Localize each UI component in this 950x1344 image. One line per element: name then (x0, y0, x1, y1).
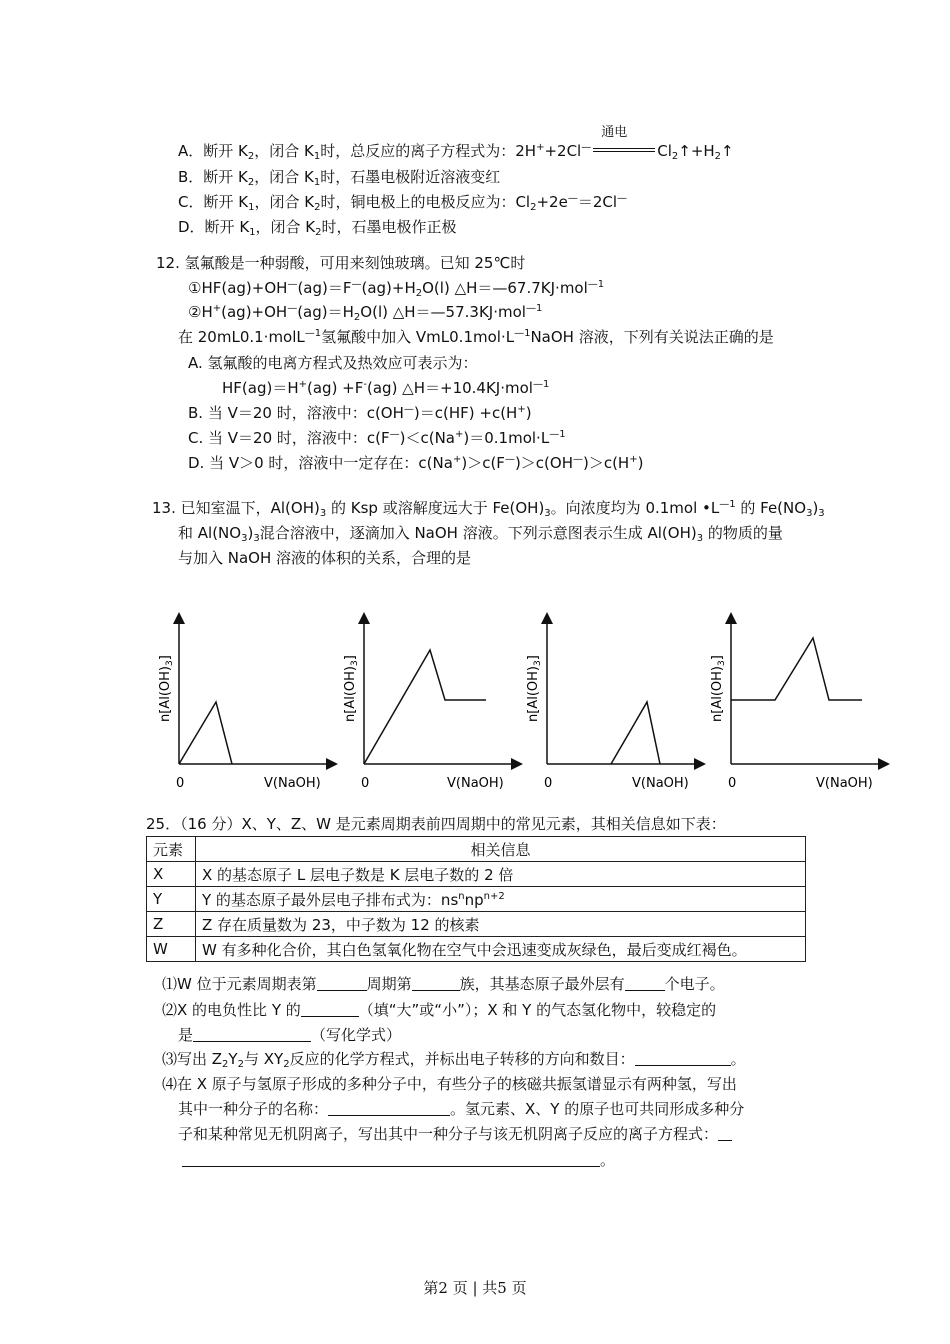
q12-equation-1: $①HF(ag)+OH^—(ag)=F^—(ag)+H_2O(l)$ △H＝—67.7KJ·mol$^{—1}$ (188, 279, 605, 299)
origin-label: 0 (544, 776, 553, 791)
curve (731, 638, 862, 700)
graph-c (526, 618, 700, 791)
table-row (147, 862, 806, 887)
answer-blank[interactable] (718, 1140, 732, 1141)
curve (364, 650, 486, 764)
x-axis-label: V(NaOH) (447, 776, 504, 791)
x-axis-label: V(NaOH) (816, 776, 873, 791)
y-axis-label: $n[Al(OH)_3]$ (526, 655, 543, 722)
origin-label: 0 (728, 776, 737, 791)
answer-blank[interactable] (301, 1016, 359, 1017)
table-cell: Y (147, 887, 196, 912)
table-header-cell: 元素 (147, 837, 196, 862)
q12-option-d: D. 当 V＞0 时，溶液中一定存在：c(Na+)＞c(F—)＞c(OH—)＞c(H+) (188, 454, 644, 472)
q11-option-b: B．断开 $K_2$，闭合 $K_1$时，石墨电极附近溶液变红 (178, 168, 501, 188)
answer-blank[interactable] (412, 990, 460, 991)
curve (179, 702, 232, 764)
graph-a (158, 618, 332, 791)
table-header-cell: 相关信息 (196, 837, 806, 862)
q12-option-a-equation: HF(ag)＝H+(ag) +F-(ag) △H＝+10.4KJ·mol$^{—1}$ (222, 379, 550, 397)
q25-part-4-line-1: ⑷在 X 原子与氢原子形成的多种分子中，有些分子的核磁共振氢谱显示有两种氢，写出 (162, 1075, 737, 1093)
q12-stem: 在 20mL0.1·molL$^{—1}$氢氟酸中加入 $VmL0.1mol\cdot L^{—1}NaOH$ 溶液，下列有关说法正确的是 (178, 328, 774, 346)
q12-option-b: B. 当 V＝20 时，溶液中：c(OH—)＝c(HF) +c(H+) (188, 404, 532, 422)
q25-title: 25．（16 分）X、Y、Z、W 是元素周期表前四周期中的常见元素，其相关信息如下表： (146, 815, 726, 833)
answer-blank[interactable] (317, 990, 367, 991)
x-axis-label: V(NaOH) (264, 776, 321, 791)
answer-blank[interactable] (193, 1041, 311, 1042)
q25-part-4-line-2: 其中一种分子的名称： 。氢元素、X、Y 的原子也可共同形成多种分 (178, 1100, 745, 1118)
answer-blank[interactable] (635, 1065, 731, 1066)
table-cell: W 有多种化合价，其白色氢氧化物在空气中会迅速变成灰绿色，最后变成红褐色。 (196, 937, 806, 962)
x-axis-label: V(NaOH) (632, 776, 689, 791)
q25-part-4-line-3: 子和某种常见无机阴离子，写出其中一种分子与该无机阴离子反应的离子方程式： (178, 1127, 732, 1142)
q13-graphs (0, 610, 950, 805)
q25-part-1: ⑴W 位于元素周期表第 周期第 族，其基态原子最外层有 个电子。 (162, 975, 725, 993)
table-row (147, 937, 806, 962)
q25-part-2: ⑵X 的电负性比 Y 的 （填“大”或“小”）；X 和 Y 的气态氢化物中，较稳定的 (162, 1001, 717, 1019)
answer-blank[interactable] (625, 990, 665, 991)
table-cell: W (147, 937, 196, 962)
q12-equation-2: $②H^+(ag)+OH^—(ag)=H_2O(l)$ △H＝—57.3KJ·mol$^{—1}$ (188, 303, 543, 323)
table-cell: Y 的基态原子最外层电子排布式为：$ns^nnp^{n+2}$ (196, 887, 806, 912)
answer-blank[interactable] (328, 1115, 450, 1116)
answer-blank[interactable] (182, 1166, 600, 1167)
table-header-row (147, 837, 806, 862)
table-cell: Z (147, 912, 196, 937)
q13-line-3: 与加入 NaOH 溶液的体积的关系，合理的是 (178, 549, 472, 567)
q12-option-a: A. 氢氟酸的电离方程式及热效应可表示为： (188, 354, 478, 372)
y-axis-label: $n[Al(OH)_3]$ (343, 655, 360, 722)
graph-b (343, 618, 517, 791)
q25-part-4-line-4: 。 (182, 1153, 615, 1168)
table-cell: X (147, 862, 196, 887)
y-axis-label: $n[Al(OH)_3]$ (710, 655, 727, 722)
table-cell: X 的基态原子 L 层电子数是 K 层电子数的 2 倍 (196, 862, 806, 887)
q12-option-c: C. 当 V＝20 时，溶液中：$c(F^—)<c(Na^+)=0.1mol\cdot L^{—1}$ (188, 429, 566, 447)
q11-option-d: D．断开 $K_1$，闭合 $K_2$时，石墨电极作正极 (178, 218, 457, 238)
table-cell: Z 存在质量数为 23，中子数为 12 的核素 (196, 912, 806, 937)
curve (611, 702, 660, 764)
element-info-table (146, 836, 806, 962)
q11-option-a: A．断开 $K_2$，闭合 $K_1$时，总反应的离子方程式为：2H++2Cl— 通电 $Cl_2↑+H_2↑$ (178, 125, 734, 162)
q25-part-3: ⑶写出 $Z_2Y_2$与 $XY_2$反应的化学方程式，并标出电子转移的方向和数目： 。 (162, 1050, 746, 1070)
q12-title: 12. 氢氟酸是一种弱酸，可用来刻蚀玻璃。已知 25℃时 (156, 254, 526, 272)
y-axis-label: $n[Al(OH)_3]$ (158, 655, 175, 722)
electrolysis-arrow: 通电 (593, 142, 655, 158)
q13-line-1: 13. 已知室温下，$Al(OH)_3$ 的 Ksp 或溶解度远大于 $Fe(OH)_3$。向浓度均为 0.1mol $•L^{—1}$ 的 $Fe(NO_3)_3$ (152, 499, 825, 519)
table-row (147, 887, 806, 912)
q25-part-2-cont: 是 （写化学式） (178, 1026, 402, 1044)
q13-line-2: 和 $Al(NO_3)_3$混合溶液中，逐滴加入 NaOH 溶液。下列示意图表示生成 $Al(OH)_3$ 的物质的量 (178, 524, 783, 544)
origin-label: 0 (176, 776, 185, 791)
origin-label: 0 (361, 776, 370, 791)
page-footer: 第2 页 | 共5 页 (423, 1279, 527, 1297)
q11-option-c: C．断开 $K_1$，闭合 $K_2$时，铜电极上的电极反应为：$Cl_2+2e^—=2Cl^—$ (178, 193, 628, 213)
graph-d (710, 618, 884, 791)
table-row (147, 912, 806, 937)
